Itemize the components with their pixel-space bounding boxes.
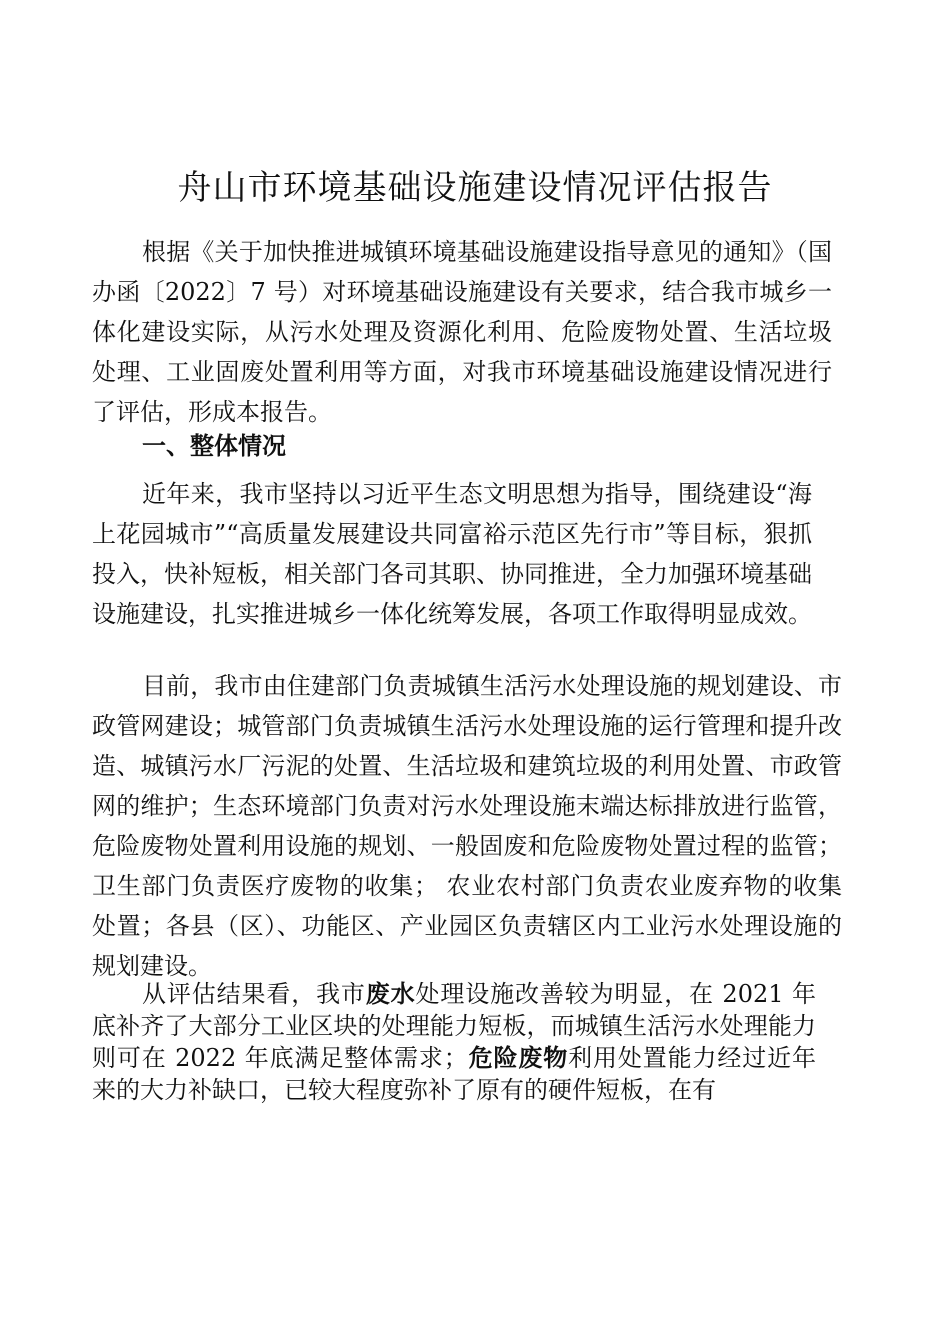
assessment-paragraph xyxy=(92,978,816,1106)
assessment-text-1: 从评估结果看，我市 xyxy=(142,980,366,1008)
assessment-text-3: 利用处置能力经过近年来的大力补缺口，已较大程度弥补了原有的硬件短板，在有 xyxy=(92,1044,817,1104)
assessment-text-2: 处理设施改善较为明显，在 2021 年底补齐了大部分工业区块的处理能力短板，而城镇生活污水处理能力则可在 2022 年底满足整体需求； xyxy=(92,980,816,1072)
intro-paragraph: 根据《关于加快推进城镇环境基础设施建设指导意见的通知》（国办函〔2022〕7 号）对环境基础设施建设有关要求，结合我市城乡一体化建设实际，从污水处理及资源化利用、危险废物处置、生活垃圾处理、工业固废处置利用等方面，对我市环境基础设施建设情况进行了评估，形成本报告。 xyxy=(92,238,832,426)
responsibility-paragraph: 目前，我市由住建部门负责城镇生活污水处理设施的规划建设、市政管网建设；城管部门负责城镇生活污水处理设施的运行管理和提升改造、城镇污水厂污泥的处置、生活垃圾和建筑垃圾的利用处置、市政管网的维护；生态环境部门负责对污水处理设施末端达标排放进行监管，危险废物处置利用设施的规划、一般固废和危险废物处置过程的监管；卫生部门负责医疗废物的收集； 农业农村部门负责农业废弃物的收集处置；各县（区）、功能区、产业园区负责辖区内工业污水处理设施的规划建设。 xyxy=(92,672,842,980)
document-title: 舟山市环境基础设施建设情况评估报告 xyxy=(177,168,773,208)
hazardous-waste-keyword: 危险废物 xyxy=(467,1044,569,1072)
section-heading: 一、整体情况 xyxy=(142,432,286,460)
wastewater-keyword: 废水 xyxy=(365,980,416,1008)
overview-paragraph: 近年来，我市坚持以习近平生态文明思想为指导，围绕建设“海上花园城市”“高质量发展建设共同富裕示范区先行市”等目标，狠抓投入，快补短板，相关部门各司其职、协同推进，全力加强环境基础设施建设，扎实推进城乡一体化统筹发展，各项工作取得明显成效。 xyxy=(92,480,812,628)
